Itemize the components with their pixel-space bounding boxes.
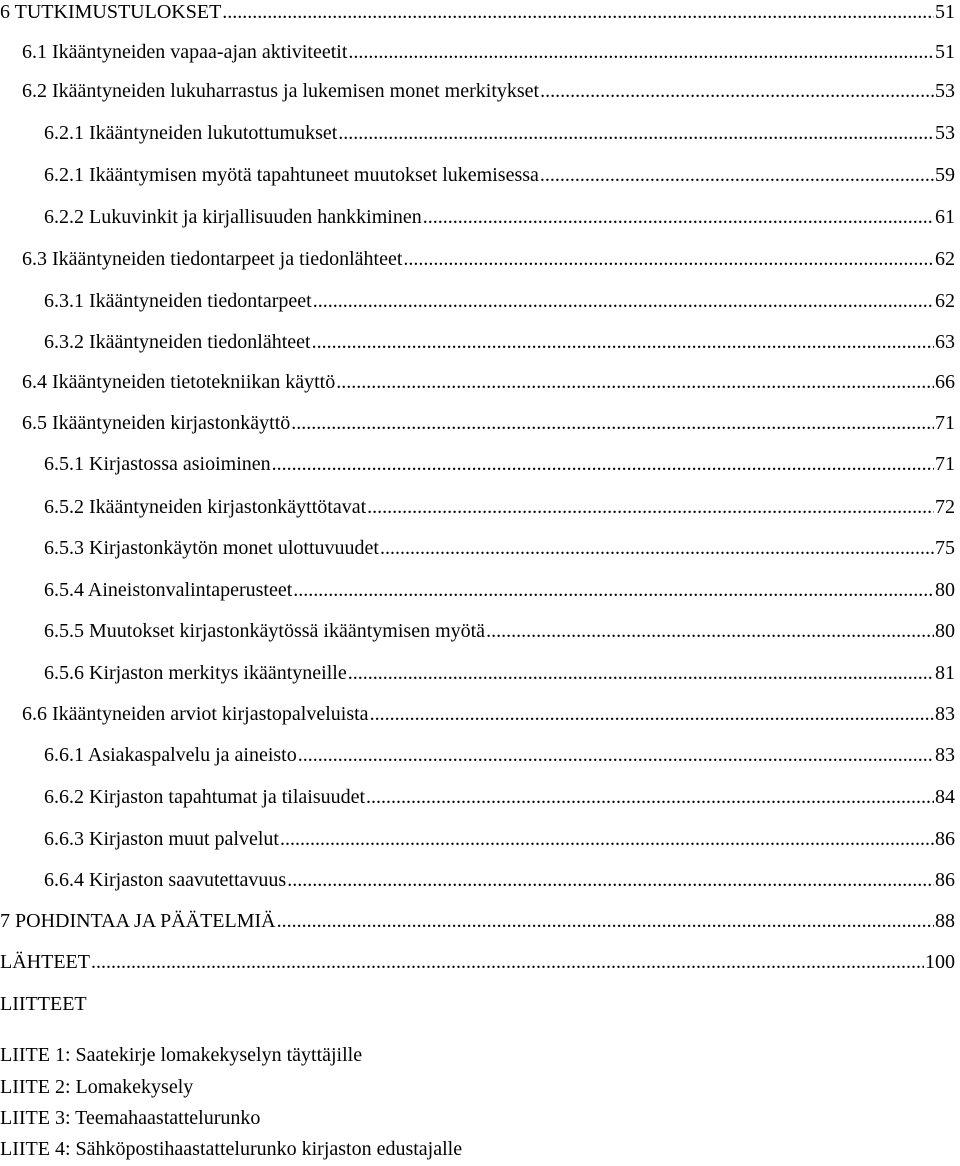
toc-entry-page: 86 <box>935 828 955 850</box>
toc-entry-title: 6.3 Ikääntyneiden tiedontarpeet ja tiedonlähteet <box>22 248 403 270</box>
toc-entry-page: 59 <box>935 164 955 186</box>
toc-entry-title: 6.6.2 Kirjaston tapahtumat ja tilaisuudet <box>44 786 366 808</box>
toc-entry-page: 66 <box>935 371 955 393</box>
toc-entry-title: 6.1 Ikääntyneiden vapaa-ajan aktiviteetit <box>22 41 348 63</box>
toc-entry <box>44 495 955 519</box>
toc-entry <box>22 702 955 726</box>
toc-dot-leader <box>336 370 934 394</box>
toc-entry-title: 6.5.5 Muutokset kirjastonkäytössä ikääntymisen myötä <box>44 620 486 642</box>
toc-dot-leader <box>540 163 934 187</box>
toc-entry-title: 6 TUTKIMUSTULOKSET <box>0 1 222 23</box>
toc-dot-leader <box>367 495 934 519</box>
toc-entry <box>44 619 955 643</box>
toc-entry-page: 81 <box>935 662 955 684</box>
toc-entry-title: 6.2.1 Ikääntymisen myötä tapahtuneet muutokset lukemisessa <box>44 164 539 186</box>
toc-entry <box>44 868 955 892</box>
toc-dot-leader <box>313 289 934 313</box>
toc-entry-title: 6.6 Ikääntyneiden arviot kirjastopalveluista <box>22 703 369 725</box>
toc-dot-leader <box>540 79 934 103</box>
toc-dot-leader <box>312 330 934 354</box>
toc-entry-title: 6.5.2 Ikääntyneiden kirjastonkäyttötavat <box>44 496 367 518</box>
toc-entry-page: 100 <box>925 951 955 973</box>
toc-entry <box>22 411 955 435</box>
toc-entry-page: 88 <box>935 910 955 932</box>
toc-entry-title: 6.2 Ikääntyneiden lukuharrastus ja lukemisen monet merkitykset <box>22 80 540 102</box>
toc-entry-page: 83 <box>935 703 955 725</box>
toc-entry-title: 6.2.2 Lukuvinkit ja kirjallisuuden hankkiminen <box>44 206 422 228</box>
toc-entry <box>44 578 955 602</box>
toc-dot-leader <box>486 619 934 643</box>
toc-entry <box>44 205 955 229</box>
toc-entry-page: 80 <box>935 620 955 642</box>
toc-dot-leader <box>338 121 934 145</box>
toc-dot-leader <box>348 661 934 685</box>
toc-dot-leader <box>91 950 924 974</box>
toc-entry-title: 6.3.1 Ikääntyneiden tiedontarpeet <box>44 290 312 312</box>
toc-entry-page: 72 <box>935 496 955 518</box>
toc-entry-page: 84 <box>935 786 955 808</box>
toc-entry <box>44 452 955 476</box>
toc-entry <box>22 40 955 64</box>
toc-entry-title: 6.6.1 Asiakaspalvelu ja aineisto <box>44 744 297 766</box>
toc-entry-title: 6.5 Ikääntyneiden kirjastonkäyttö <box>22 412 291 434</box>
toc-entry <box>44 121 955 145</box>
toc-entry-page: 62 <box>935 248 955 270</box>
toc-dot-leader <box>403 247 934 271</box>
toc-dot-leader <box>272 452 934 476</box>
toc-entry-page: 53 <box>935 80 955 102</box>
appendix-item: LIITE 2: Lomakekysely <box>0 1076 194 1098</box>
toc-entry <box>0 0 955 24</box>
toc-entry-title: 6.5.1 Kirjastossa asioiminen <box>44 453 271 475</box>
toc-dot-leader <box>423 205 934 229</box>
appendix-heading: LIITTEET <box>0 993 87 1015</box>
toc-dot-leader <box>293 578 934 602</box>
toc-entry <box>22 247 955 271</box>
toc-entry-title: 7 POHDINTAA JA PÄÄTELMIÄ <box>0 910 276 932</box>
toc-entry <box>44 330 955 354</box>
toc-entry <box>0 950 955 974</box>
toc-entry <box>44 661 955 685</box>
toc-entry-page: 86 <box>935 869 955 891</box>
toc-entry <box>22 370 955 394</box>
toc-dot-leader <box>348 40 934 64</box>
toc-entry-title: 6.6.3 Kirjaston muut palvelut <box>44 828 279 850</box>
toc-entry-title: 6.3.2 Ikääntyneiden tiedonlähteet <box>44 331 311 353</box>
toc-entry-page: 51 <box>935 41 955 63</box>
appendix-item: LIITE 1: Saatekirje lomakekyselyn täyttäjille <box>0 1044 363 1066</box>
toc-entry-title: 6.2.1 Ikääntyneiden lukutottumukset <box>44 122 338 144</box>
toc-entry <box>44 289 955 313</box>
toc-entry-title: 6.5.4 Aineistonvalintaperusteet <box>44 579 293 601</box>
appendix-item: LIITE 3: Teemahaastattelurunko <box>0 1107 261 1129</box>
toc-entry <box>44 163 955 187</box>
toc-entry-page: 53 <box>935 122 955 144</box>
appendix-item: LIITE 4: Sähköpostihaastattelurunko kirjaston edustajalle <box>0 1138 463 1160</box>
toc-entry-page: 62 <box>935 290 955 312</box>
toc-entry-title: LÄHTEET <box>0 951 90 973</box>
toc-dot-leader <box>380 536 934 560</box>
toc-entry-title: 6.4 Ikääntyneiden tietotekniikan käyttö <box>22 371 336 393</box>
toc-entry-page: 80 <box>935 579 955 601</box>
toc-dot-leader <box>287 868 934 892</box>
toc-entry <box>0 909 955 933</box>
toc-entry-page: 71 <box>935 412 955 434</box>
toc-dot-leader <box>277 909 934 933</box>
toc-entry-page: 75 <box>935 537 955 559</box>
toc-entry-page: 83 <box>935 744 955 766</box>
toc-entry-title: 6.6.4 Kirjaston saavutettavuus <box>44 869 287 891</box>
toc-entry <box>44 743 955 767</box>
toc-entry <box>44 785 955 809</box>
toc-entry-title: 6.5.3 Kirjastonkäytön monet ulottuvuudet <box>44 537 379 559</box>
toc-dot-leader <box>298 743 934 767</box>
toc-dot-leader <box>222 0 934 24</box>
toc-dot-leader <box>366 785 934 809</box>
toc-entry <box>22 79 955 103</box>
toc-entry <box>44 536 955 560</box>
toc-entry-page: 71 <box>935 453 955 475</box>
toc-entry-page: 61 <box>935 206 955 228</box>
toc-dot-leader <box>370 702 934 726</box>
toc-entry-title: 6.5.6 Kirjaston merkitys ikääntyneille <box>44 662 347 684</box>
toc-entry <box>44 827 955 851</box>
toc-entry-page: 63 <box>935 331 955 353</box>
toc-entry-page: 51 <box>935 1 955 23</box>
toc-dot-leader <box>291 411 934 435</box>
toc-dot-leader <box>280 827 934 851</box>
